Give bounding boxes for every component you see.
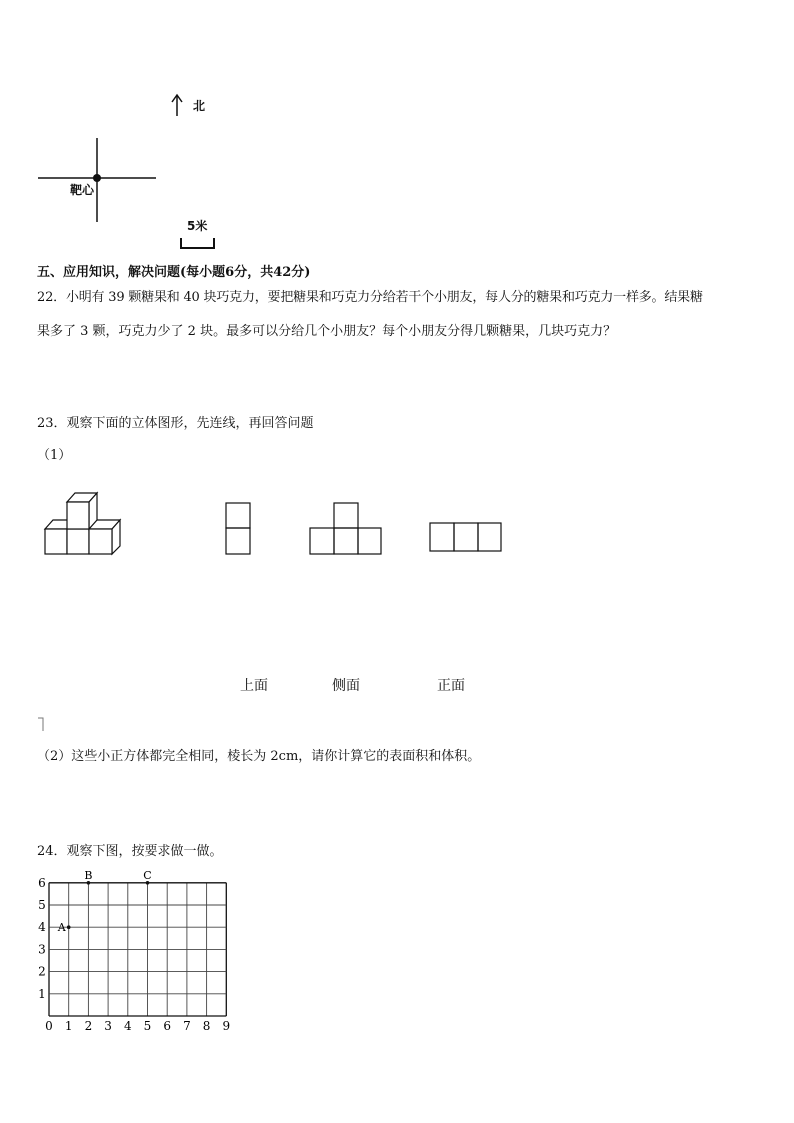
q23-title: 23．观察下面的立体图形，先连线，再回答问题 — [37, 416, 314, 431]
x-tick-label: 7 — [183, 1019, 191, 1033]
x-tick-label: 5 — [143, 1019, 152, 1033]
q23-part1: （1） — [37, 448, 72, 463]
scale-label: 5米 — [187, 219, 208, 233]
x-tick-label: 1 — [64, 1019, 73, 1033]
y-tick-label: 2 — [38, 964, 46, 979]
grid-point-A — [67, 925, 71, 929]
point-label-C: C — [143, 868, 152, 882]
y-tick-label: 4 — [38, 920, 46, 935]
q24-title: 24．观察下图，按要求做一做。 — [37, 844, 223, 859]
view-label-front: 正面 — [437, 678, 465, 694]
view-label-top: 上面 — [240, 678, 268, 694]
y-tick-label: 6 — [38, 875, 46, 890]
x-tick-label: 0 — [45, 1019, 53, 1033]
point-label-A: A — [57, 921, 66, 935]
section-heading: 五、应用知识，解决问题(每小题6分，共42分) — [37, 265, 311, 280]
q22-line2: 果多了 3 颗，巧克力少了 2 块。最多可以分给几个小朋友？每个小朋友分得几颗糖果，几块巧克力？ — [37, 324, 617, 339]
center-label: 靶心 — [70, 183, 95, 197]
q22-line1: 22．小明有 39 颗糖果和 40 块巧克力，要把糖果和巧克力分给若干个小朋友，每人分的糖果和巧克力一样多。结果糖 — [37, 290, 703, 305]
x-tick-label: 9 — [222, 1019, 231, 1033]
x-tick-label: 4 — [123, 1019, 132, 1033]
x-tick-label: 8 — [202, 1019, 211, 1033]
y-tick-label: 5 — [38, 898, 46, 912]
x-tick-label: 3 — [104, 1019, 112, 1033]
point-label-B: B — [84, 868, 93, 882]
north-label: 北 — [193, 99, 206, 113]
y-tick-label: 1 — [38, 986, 46, 1001]
x-tick-label: 2 — [84, 1019, 93, 1033]
view-label-side: 侧面 — [332, 678, 360, 694]
q23-part2: （2）这些小正方体都完全相同，棱长为 2cm，请你计算它的表面积和体积。 — [37, 749, 481, 764]
x-tick-label: 6 — [163, 1019, 172, 1033]
y-tick-label: 3 — [38, 942, 46, 957]
